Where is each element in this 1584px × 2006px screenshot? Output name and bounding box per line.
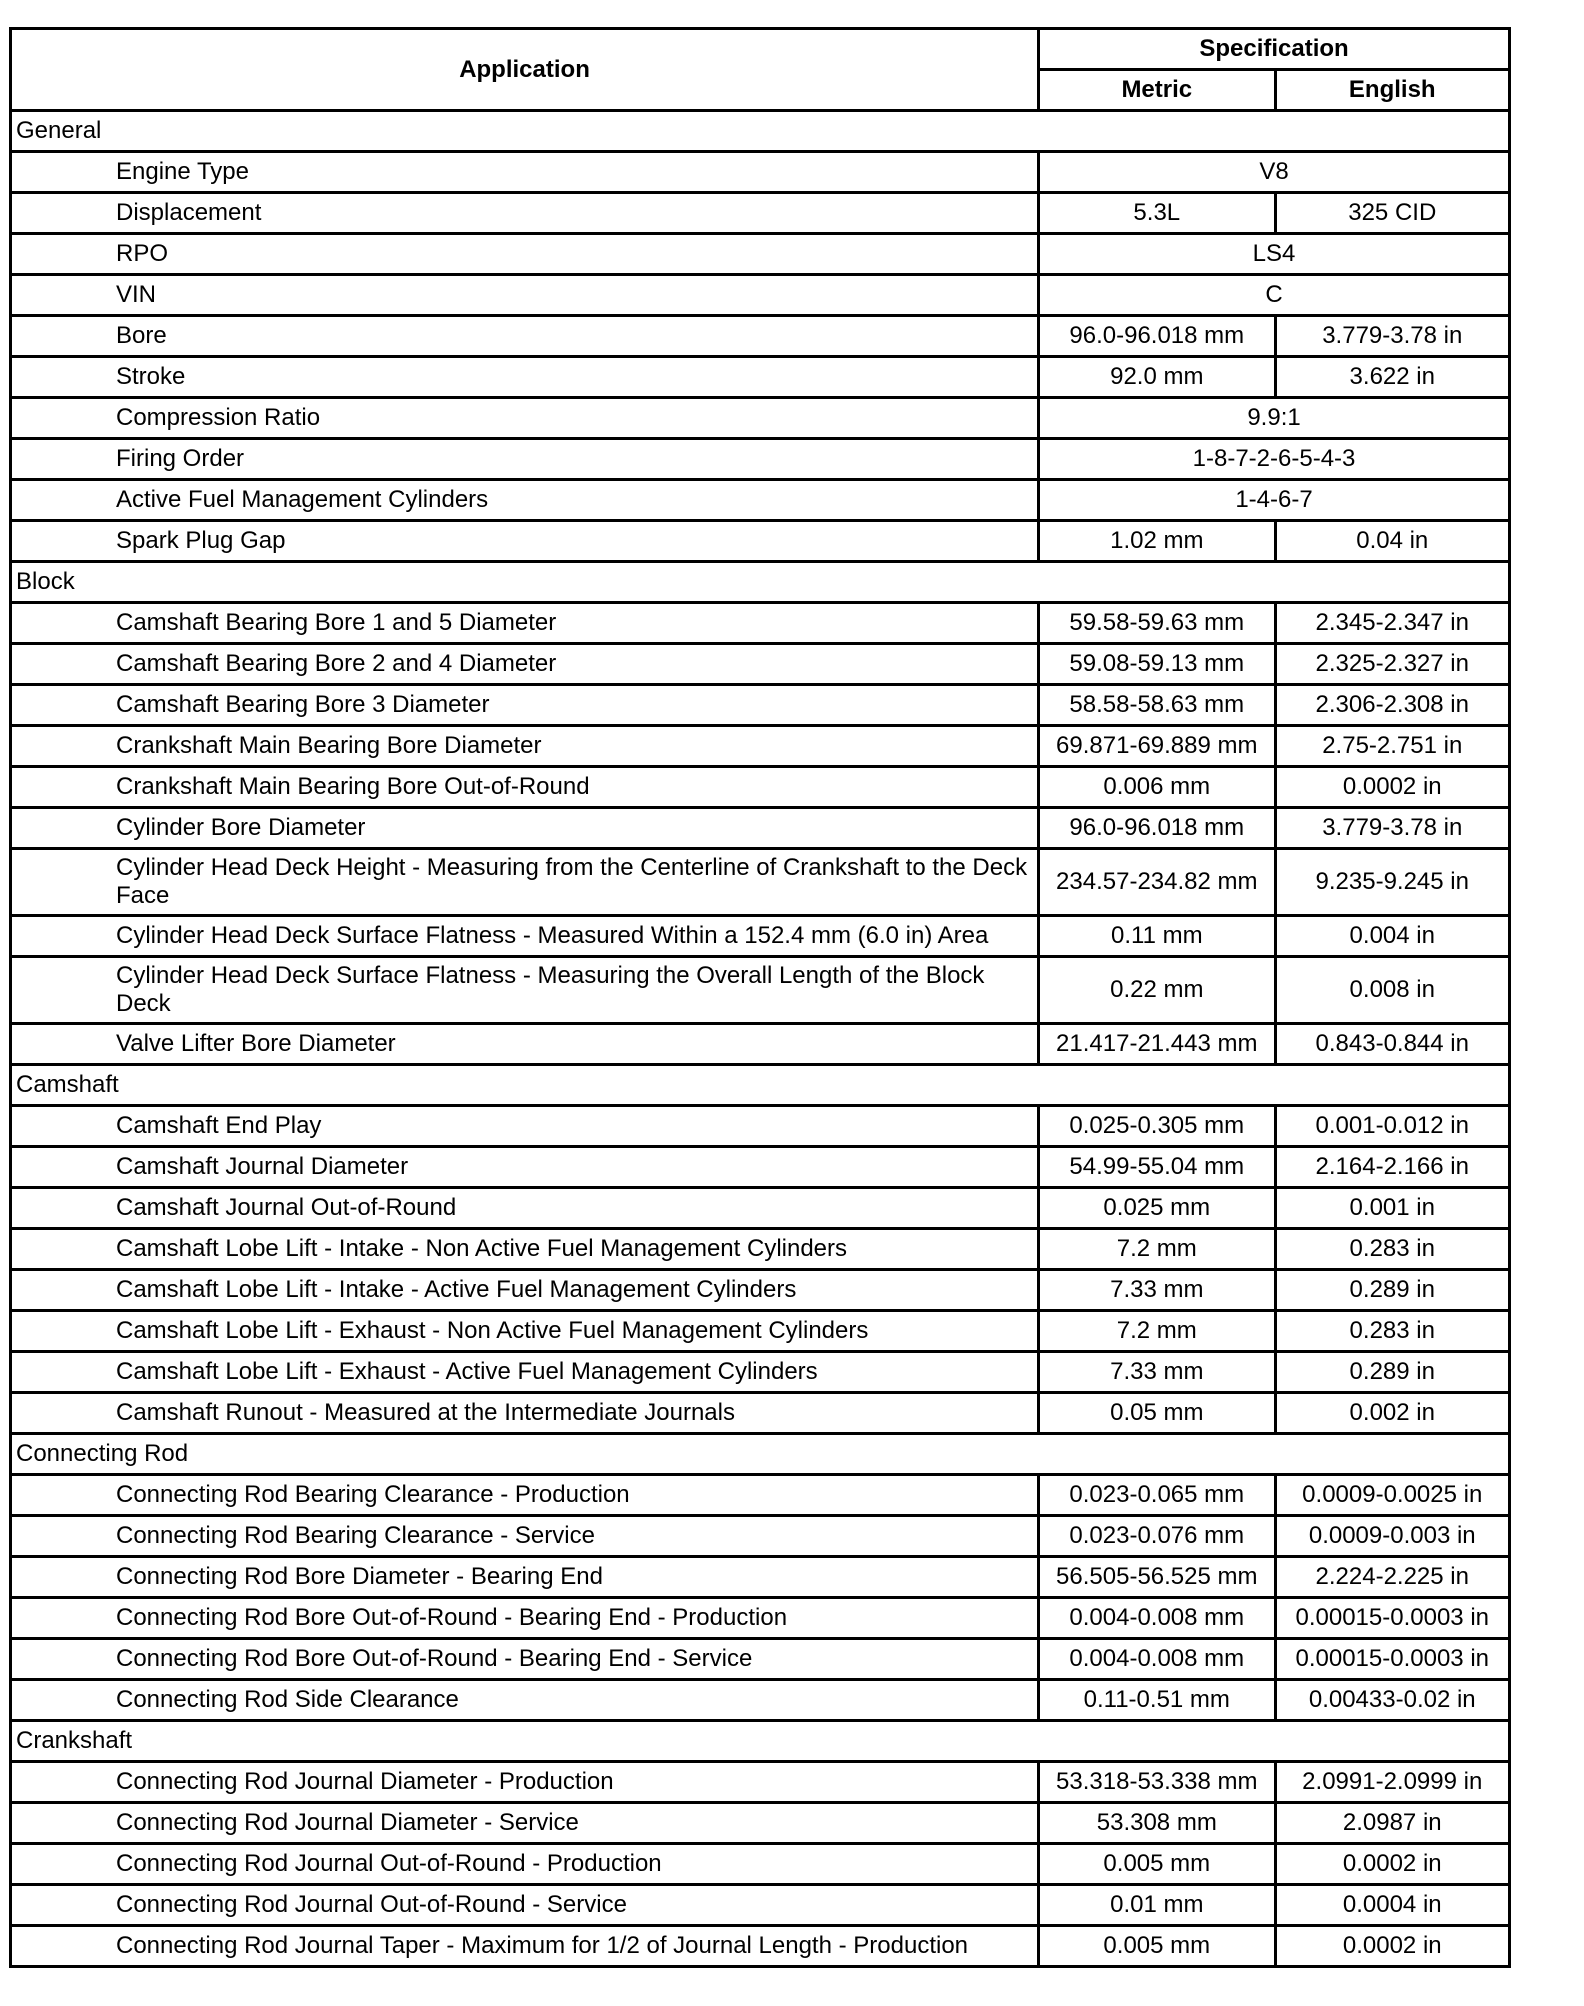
table-row xyxy=(11,1311,1510,1352)
spec-value-cell: V8 xyxy=(1039,152,1510,193)
application-cell: Bore xyxy=(11,316,1039,357)
spec-value-cell: 9.9:1 xyxy=(1039,398,1510,439)
table-row xyxy=(11,193,1510,234)
english-value-cell: 9.235-9.245 in xyxy=(1275,849,1509,916)
spec-value-cell: LS4 xyxy=(1039,234,1510,275)
metric-value-cell: 0.025 mm xyxy=(1039,1188,1275,1229)
metric-value-cell: 0.023-0.065 mm xyxy=(1039,1475,1275,1516)
english-value-cell: 2.75-2.751 in xyxy=(1275,726,1509,767)
spec-value-cell: C xyxy=(1039,275,1510,316)
english-value-cell: 3.622 in xyxy=(1275,357,1509,398)
application-cell: Connecting Rod Journal Out-of-Round - Service xyxy=(11,1885,1039,1926)
english-value-cell: 2.224-2.225 in xyxy=(1275,1557,1509,1598)
application-cell: Connecting Rod Journal Diameter - Service xyxy=(11,1803,1039,1844)
table-row xyxy=(11,685,1510,726)
english-value-cell: 0.0009-0.003 in xyxy=(1275,1516,1509,1557)
english-value-cell: 0.283 in xyxy=(1275,1229,1509,1270)
metric-value-cell: 92.0 mm xyxy=(1039,357,1275,398)
table-row xyxy=(11,1188,1510,1229)
table-row xyxy=(11,957,1510,1024)
metric-value-cell: 54.99-55.04 mm xyxy=(1039,1147,1275,1188)
table-row xyxy=(11,480,1510,521)
metric-value-cell: 58.58-58.63 mm xyxy=(1039,685,1275,726)
english-value-cell: 0.002 in xyxy=(1275,1393,1509,1434)
english-value-cell: 0.283 in xyxy=(1275,1311,1509,1352)
application-cell: Cylinder Head Deck Surface Flatness - Measuring the Overall Length of the Block Deck xyxy=(11,957,1039,1024)
application-cell: Valve Lifter Bore Diameter xyxy=(11,1024,1039,1065)
section-row xyxy=(11,562,1510,603)
table-body xyxy=(11,111,1510,1967)
application-header: Application xyxy=(11,29,1039,111)
application-cell: Connecting Rod Journal Diameter - Production xyxy=(11,1762,1039,1803)
english-value-cell: 0.0002 in xyxy=(1275,767,1509,808)
table-row xyxy=(11,521,1510,562)
table-row xyxy=(11,726,1510,767)
section-row xyxy=(11,1065,1510,1106)
metric-value-cell: 234.57-234.82 mm xyxy=(1039,849,1275,916)
metric-value-cell: 0.005 mm xyxy=(1039,1844,1275,1885)
table-row xyxy=(11,1147,1510,1188)
table-row xyxy=(11,1762,1510,1803)
table-row xyxy=(11,316,1510,357)
application-cell: Connecting Rod Side Clearance xyxy=(11,1680,1039,1721)
table-row xyxy=(11,916,1510,957)
table-row xyxy=(11,275,1510,316)
english-value-cell: 2.325-2.327 in xyxy=(1275,644,1509,685)
application-cell: Crankshaft Main Bearing Bore Out-of-Round xyxy=(11,767,1039,808)
application-cell: Connecting Rod Bearing Clearance - Service xyxy=(11,1516,1039,1557)
english-value-cell: 325 CID xyxy=(1275,193,1509,234)
application-cell: Cylinder Head Deck Height - Measuring from the Centerline of Crankshaft to the Deck Face xyxy=(11,849,1039,916)
english-value-cell: 0.0009-0.0025 in xyxy=(1275,1475,1509,1516)
metric-value-cell: 5.3L xyxy=(1039,193,1275,234)
metric-value-cell: 0.004-0.008 mm xyxy=(1039,1639,1275,1680)
table-row xyxy=(11,1475,1510,1516)
metric-value-cell: 0.005 mm xyxy=(1039,1926,1275,1967)
table-row xyxy=(11,1516,1510,1557)
table-row xyxy=(11,1352,1510,1393)
metric-value-cell: 53.308 mm xyxy=(1039,1803,1275,1844)
application-cell: Connecting Rod Journal Out-of-Round - Production xyxy=(11,1844,1039,1885)
metric-value-cell: 7.2 mm xyxy=(1039,1311,1275,1352)
metric-value-cell: 69.871-69.889 mm xyxy=(1039,726,1275,767)
metric-value-cell: 59.58-59.63 mm xyxy=(1039,603,1275,644)
english-value-cell: 0.289 in xyxy=(1275,1270,1509,1311)
application-cell: Stroke xyxy=(11,357,1039,398)
english-value-cell: 2.0987 in xyxy=(1275,1803,1509,1844)
english-value-cell: 2.345-2.347 in xyxy=(1275,603,1509,644)
section-row xyxy=(11,1721,1510,1762)
english-value-cell: 0.0002 in xyxy=(1275,1926,1509,1967)
application-cell: Connecting Rod Bore Diameter - Bearing End xyxy=(11,1557,1039,1598)
section-title: Crankshaft xyxy=(11,1721,1510,1762)
application-cell: Connecting Rod Bearing Clearance - Production xyxy=(11,1475,1039,1516)
table-row xyxy=(11,234,1510,275)
application-cell: Connecting Rod Bore Out-of-Round - Bearing End - Production xyxy=(11,1598,1039,1639)
application-cell: VIN xyxy=(11,275,1039,316)
application-cell: Connecting Rod Journal Taper - Maximum for 1/2 of Journal Length - Production xyxy=(11,1926,1039,1967)
metric-value-cell: 0.11-0.51 mm xyxy=(1039,1680,1275,1721)
section-row xyxy=(11,1434,1510,1475)
application-cell: Camshaft Lobe Lift - Intake - Active Fuel Management Cylinders xyxy=(11,1270,1039,1311)
table-row xyxy=(11,1844,1510,1885)
english-header: English xyxy=(1275,70,1509,111)
metric-value-cell: 96.0-96.018 mm xyxy=(1039,808,1275,849)
application-cell: Camshaft Lobe Lift - Exhaust - Active Fuel Management Cylinders xyxy=(11,1352,1039,1393)
english-value-cell: 0.004 in xyxy=(1275,916,1509,957)
english-value-cell: 0.843-0.844 in xyxy=(1275,1024,1509,1065)
metric-value-cell: 7.33 mm xyxy=(1039,1352,1275,1393)
english-value-cell: 3.779-3.78 in xyxy=(1275,316,1509,357)
table-row xyxy=(11,1803,1510,1844)
table-row xyxy=(11,767,1510,808)
section-row xyxy=(11,111,1510,152)
application-cell: Camshaft Journal Out-of-Round xyxy=(11,1188,1039,1229)
table-row xyxy=(11,1557,1510,1598)
section-title: General xyxy=(11,111,1510,152)
table-row xyxy=(11,398,1510,439)
metric-value-cell: 7.2 mm xyxy=(1039,1229,1275,1270)
table-row xyxy=(11,1885,1510,1926)
application-cell: Camshaft Lobe Lift - Exhaust - Non Active Fuel Management Cylinders xyxy=(11,1311,1039,1352)
section-title: Camshaft xyxy=(11,1065,1510,1106)
table-row xyxy=(11,603,1510,644)
metric-value-cell: 53.318-53.338 mm xyxy=(1039,1762,1275,1803)
table-row xyxy=(11,357,1510,398)
metric-value-cell: 7.33 mm xyxy=(1039,1270,1275,1311)
english-value-cell: 0.00015-0.0003 in xyxy=(1275,1598,1509,1639)
table-row xyxy=(11,1106,1510,1147)
metric-value-cell: 0.11 mm xyxy=(1039,916,1275,957)
english-value-cell: 2.164-2.166 in xyxy=(1275,1147,1509,1188)
english-value-cell: 0.0002 in xyxy=(1275,1844,1509,1885)
spec-value-cell: 1-8-7-2-6-5-4-3 xyxy=(1039,439,1510,480)
metric-value-cell: 0.004-0.008 mm xyxy=(1039,1598,1275,1639)
spec-value-cell: 1-4-6-7 xyxy=(1039,480,1510,521)
application-cell: Crankshaft Main Bearing Bore Diameter xyxy=(11,726,1039,767)
english-value-cell: 0.289 in xyxy=(1275,1352,1509,1393)
section-title: Connecting Rod xyxy=(11,1434,1510,1475)
table-row xyxy=(11,152,1510,193)
table-row xyxy=(11,644,1510,685)
application-cell: Firing Order xyxy=(11,439,1039,480)
english-value-cell: 0.0004 in xyxy=(1275,1885,1509,1926)
metric-value-cell: 0.01 mm xyxy=(1039,1885,1275,1926)
table-row xyxy=(11,849,1510,916)
table-row xyxy=(11,1639,1510,1680)
application-cell: Cylinder Bore Diameter xyxy=(11,808,1039,849)
table-row xyxy=(11,808,1510,849)
english-value-cell: 0.001-0.012 in xyxy=(1275,1106,1509,1147)
table-row xyxy=(11,1229,1510,1270)
application-cell: Displacement xyxy=(11,193,1039,234)
table-row xyxy=(11,1926,1510,1967)
metric-value-cell: 0.006 mm xyxy=(1039,767,1275,808)
english-value-cell: 0.008 in xyxy=(1275,957,1509,1024)
metric-header: Metric xyxy=(1039,70,1275,111)
english-value-cell: 3.779-3.78 in xyxy=(1275,808,1509,849)
application-cell: Connecting Rod Bore Out-of-Round - Bearing End - Service xyxy=(11,1639,1039,1680)
metric-value-cell: 1.02 mm xyxy=(1039,521,1275,562)
application-cell: Camshaft Bearing Bore 2 and 4 Diameter xyxy=(11,644,1039,685)
english-value-cell: 0.04 in xyxy=(1275,521,1509,562)
metric-value-cell: 0.22 mm xyxy=(1039,957,1275,1024)
application-cell: Engine Type xyxy=(11,152,1039,193)
application-cell: Spark Plug Gap xyxy=(11,521,1039,562)
metric-value-cell: 0.023-0.076 mm xyxy=(1039,1516,1275,1557)
metric-value-cell: 0.05 mm xyxy=(1039,1393,1275,1434)
application-cell: Camshaft Lobe Lift - Intake - Non Active Fuel Management Cylinders xyxy=(11,1229,1039,1270)
application-cell: Cylinder Head Deck Surface Flatness - Measured Within a 152.4 mm (6.0 in) Area xyxy=(11,916,1039,957)
english-value-cell: 0.00433-0.02 in xyxy=(1275,1680,1509,1721)
table-row xyxy=(11,1270,1510,1311)
metric-value-cell: 96.0-96.018 mm xyxy=(1039,316,1275,357)
application-cell: Camshaft Bearing Bore 1 and 5 Diameter xyxy=(11,603,1039,644)
metric-value-cell: 21.417-21.443 mm xyxy=(1039,1024,1275,1065)
specification-header: Specification xyxy=(1039,29,1510,70)
english-value-cell: 2.0991-2.0999 in xyxy=(1275,1762,1509,1803)
english-value-cell: 2.306-2.308 in xyxy=(1275,685,1509,726)
english-value-cell: 0.00015-0.0003 in xyxy=(1275,1639,1509,1680)
metric-value-cell: 59.08-59.13 mm xyxy=(1039,644,1275,685)
table-row xyxy=(11,1024,1510,1065)
application-cell: Camshaft End Play xyxy=(11,1106,1039,1147)
table-row xyxy=(11,439,1510,480)
english-value-cell: 0.001 in xyxy=(1275,1188,1509,1229)
application-cell: Camshaft Bearing Bore 3 Diameter xyxy=(11,685,1039,726)
application-cell: Active Fuel Management Cylinders xyxy=(11,480,1039,521)
table-row xyxy=(11,1393,1510,1434)
table-row xyxy=(11,1680,1510,1721)
metric-value-cell: 0.025-0.305 mm xyxy=(1039,1106,1275,1147)
section-title: Block xyxy=(11,562,1510,603)
application-cell: Camshaft Runout - Measured at the Intermediate Journals xyxy=(11,1393,1039,1434)
metric-value-cell: 56.505-56.525 mm xyxy=(1039,1557,1275,1598)
table-row xyxy=(11,1598,1510,1639)
application-cell: Compression Ratio xyxy=(11,398,1039,439)
specification-table xyxy=(9,27,1511,1968)
application-cell: Camshaft Journal Diameter xyxy=(11,1147,1039,1188)
application-cell: RPO xyxy=(11,234,1039,275)
